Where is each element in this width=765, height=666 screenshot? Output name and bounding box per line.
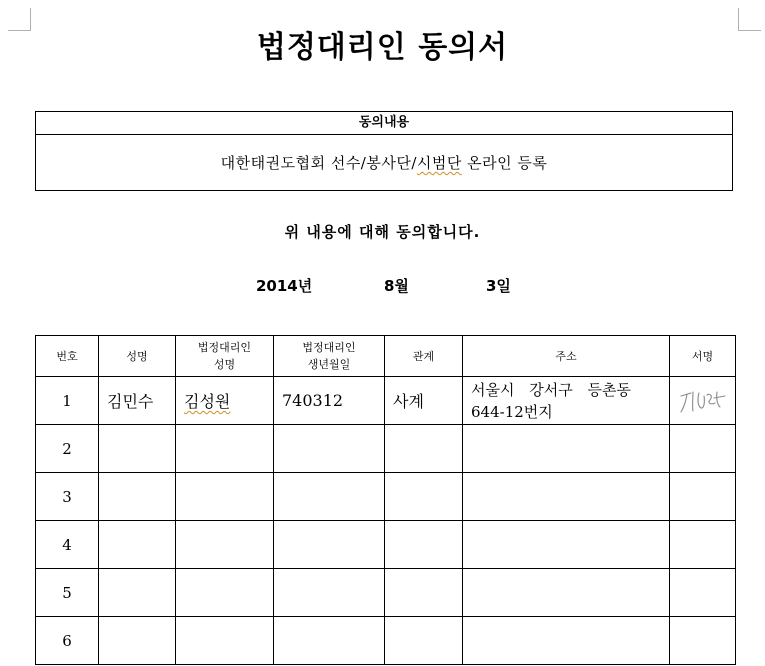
row-guardian-name: [176, 425, 274, 473]
date-year: 2014년: [256, 277, 313, 295]
row-name: [99, 473, 176, 521]
row-relation: [385, 617, 463, 665]
row-number: 5: [36, 569, 99, 617]
header-name: 성명: [99, 336, 176, 377]
row-relation: [385, 569, 463, 617]
table-row: [36, 617, 736, 665]
header-relation: 관계: [385, 336, 463, 377]
row-signature: [670, 473, 736, 521]
consent-text: [36, 135, 732, 192]
row-guardian-name: [176, 617, 274, 665]
table-row: [36, 377, 736, 425]
header-guardian-name: [176, 336, 274, 377]
header-guardian-birth: [274, 336, 385, 377]
row-address: [463, 617, 670, 665]
row-guardian-name-text: 김성원: [184, 392, 231, 411]
row-number: 2: [36, 425, 99, 473]
row-relation: [385, 521, 463, 569]
header-signature: 서명: [670, 336, 736, 377]
row-guardian-name: [176, 521, 274, 569]
table-header-row: [36, 336, 736, 377]
table-row: [36, 521, 736, 569]
row-relation: [385, 425, 463, 473]
row-guardian-birth: [274, 617, 385, 665]
date-day: 3일: [486, 277, 511, 295]
header-guardian-birth-line2: 생년월일: [307, 358, 351, 371]
row-address-line1: 서울시 강서구 등촌동: [471, 381, 631, 399]
row-signature: [670, 569, 736, 617]
row-guardian-birth: [274, 569, 385, 617]
row-guardian-name: [176, 377, 274, 425]
row-address: [463, 521, 670, 569]
document-title: 법정대리인 동의서: [256, 30, 509, 65]
handwritten-signature-icon: [677, 384, 729, 418]
row-address-line2: 644-12번지: [471, 403, 553, 421]
row-guardian-name: [176, 473, 274, 521]
row-number: 4: [36, 521, 99, 569]
row-number: 3: [36, 473, 99, 521]
table-row: [36, 569, 736, 617]
date-month: 8월: [384, 277, 409, 295]
consent-text-part-3: 온라인 등록: [461, 154, 548, 172]
row-guardian-birth: 740312: [274, 377, 385, 425]
row-guardian-birth: [274, 473, 385, 521]
row-guardian-birth: [274, 425, 385, 473]
row-name: 김민수: [99, 377, 176, 425]
row-signature: [670, 425, 736, 473]
row-address: [463, 569, 670, 617]
row-address: [463, 473, 670, 521]
header-number: 번호: [36, 336, 99, 377]
row-number: 6: [36, 617, 99, 665]
row-signature: [670, 377, 736, 425]
agree-statement: 위 내용에 대해 동의합니다.: [284, 223, 481, 241]
table-row: [36, 473, 736, 521]
header-address: 주소: [463, 336, 670, 377]
row-guardian-birth: [274, 521, 385, 569]
row-address: [463, 377, 670, 425]
header-guardian-birth-line1: 법정대리인: [302, 341, 356, 354]
row-name: [99, 617, 176, 665]
row-address: [463, 425, 670, 473]
header-guardian-name-line1: 법정대리인: [197, 341, 252, 354]
header-guardian-name-line2: 성명: [213, 358, 236, 371]
row-name: [99, 569, 176, 617]
consent-header: 동의내용: [36, 112, 732, 135]
guardian-table: [35, 335, 736, 665]
table-row: [36, 425, 736, 473]
consent-box: [35, 111, 733, 191]
row-signature: [670, 617, 736, 665]
row-relation: 사계: [385, 377, 463, 425]
row-name: [99, 425, 176, 473]
consent-text-part-1: 대한태권도협회 선수/봉사단/: [220, 154, 417, 172]
row-guardian-name: [176, 569, 274, 617]
row-relation: [385, 473, 463, 521]
row-name: [99, 521, 176, 569]
row-number: 1: [36, 377, 99, 425]
consent-text-part-2: 시범단: [416, 154, 462, 172]
row-signature: [670, 521, 736, 569]
